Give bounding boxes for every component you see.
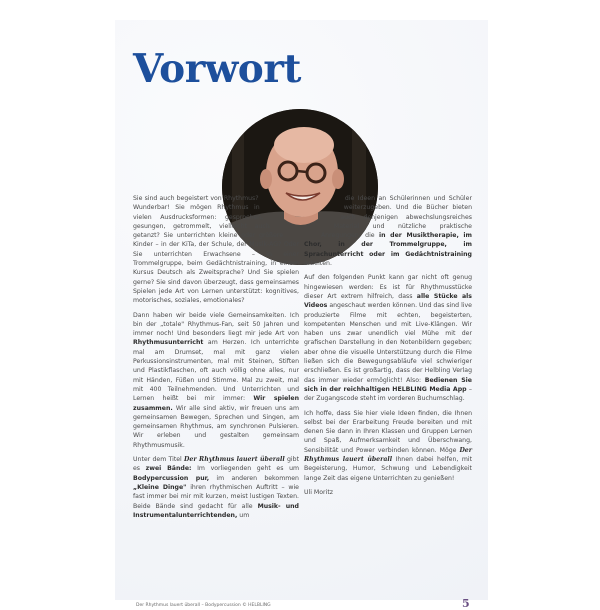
paragraph: die Ideen an Schülerinnen und Schüler weiterzugeben. Und die Bücher bieten auch denjenigen abwechslungsreiches Material und nützliche praktische Anregungen, die in der Musiktherapie, im Chor, in der Trommelgruppe, im Sprachunterricht oder im Gedächtnistraining arbeiten. xyxy=(304,195,472,268)
paragraph: Dann haben wir beide viele Gemeinsamkeiten. Ich bin der „totale" Rhythmus-Fan, seit 50 Jahren und immer noch! Und besonders liegt mir jede Art von Rhythmusunterricht am Herzen. Ich unterrichte mal am Drumset, mal mit ganz vielen Perkussionsinstrumenten, mal mit Steinen, Stiften und Plastikflaschen, oft auch völlig ohne alles, nur mit Händen, Füßen und Stimme. Mal zu zweit, mal mit 400 Teilnehmenden. Und Unterrichten und Lernen heißt bei mir immer: Wir spielen zusammen. Wir alle sind aktiv, wir freuen uns am gemeinsamen Bewegen, Sprechen und Singen, am gemeinsamen Rhythmus, am synchronen Pulsieren. Wir erleben und gestalten gemeinsam Rhythmusmusik. xyxy=(133,311,299,449)
paragraph: Auf den folgenden Punkt kann gar nicht oft genug hingewiesen werden: Es ist für Rhythmusstücke dieser Art extrem hilfreich, dass alle Stücke als Videos angeschaut werden können. Und das sind live produzierte Filme mit echten, begeisterten, kompetenten Menschen und mit Live-Klängen. Wir haben uns zwar unendlich viel Mühe mit der grafischen Darstellung in den Notenbildern gegeben; aber ohne die visuelle Unterstützung durch die Filme ließen sich die Bewegungsabläufe viel schwieriger erschließen. Es ist großartig, dass der Helbling Verlag das immer wieder ermöglicht! Also: Bedienen Sie sich in der reichhaltigen HELBLING Media App – der Zugangscode steht im vorderen Buchumschlag. xyxy=(304,274,472,403)
document-page xyxy=(115,20,488,610)
page-number: 5 xyxy=(462,597,470,610)
paragraph: Unter dem Titel Der Rhythmus lauert überall gibt es zwei Bände: Im vorliegenden geht es um Bodypercussion pur, im anderen bekommen „Kleine Dinge" ihren rhythmischen Auftritt – wie fast immer bei mir mit kurzen, meist lustigen Texten. Beide Bände sind gedacht für alle Musik- und Instrumentalunterrichtenden, um xyxy=(133,456,300,519)
paragraph: Ich hoffe, dass Sie hier viele Ideen finden, die Ihnen selbst bei der Erarbeitung Freude bereiten und mit denen Sie dann in Ihren Klassen und Gruppen Lernen und Spaß, Aufmerksamkeit und Überschwang, Sensibilität und Power verbinden können. Möge Der Rhythmus lauert überall Ihnen dabei helfen, mit Begeisterung, Humor, Schwung und Lebendigkeit lange Zeit das eigene Unterrichten zu genießen! xyxy=(304,409,472,482)
paragraph: Sie sind auch begeistert von Rhythmus? Wunderbar! Sie mögen Rhythmus in vielen Ausdrucksformen: gesprochen, gesungen, getrommelt, vielleicht auch getanzt? Sie unterrichten kleine oder größere Kinder – in der KiTa, der Schule, der Musik-AG? Oder Sie unterrichten Erwachsene – in einer Trommelgruppe, beim Gedächtnistraining, in einem Kursus Deutsch als Zweitsprache? Und Sie spielen gerne? Sie sind davon überzeugt, dass gemeinsames Spielen jede Art von Lernen unterstützt: kognitives, motorisches, soziales, emotionales? xyxy=(133,195,299,305)
page-footer: Der Rhythmus lauert überall – Bodypercussion © HELBLING xyxy=(136,603,271,608)
page-title: Vorwort xyxy=(133,46,301,92)
right-column-text xyxy=(304,194,472,502)
left-column-text xyxy=(133,194,299,525)
author-signature: Uli Moritz xyxy=(304,488,333,496)
